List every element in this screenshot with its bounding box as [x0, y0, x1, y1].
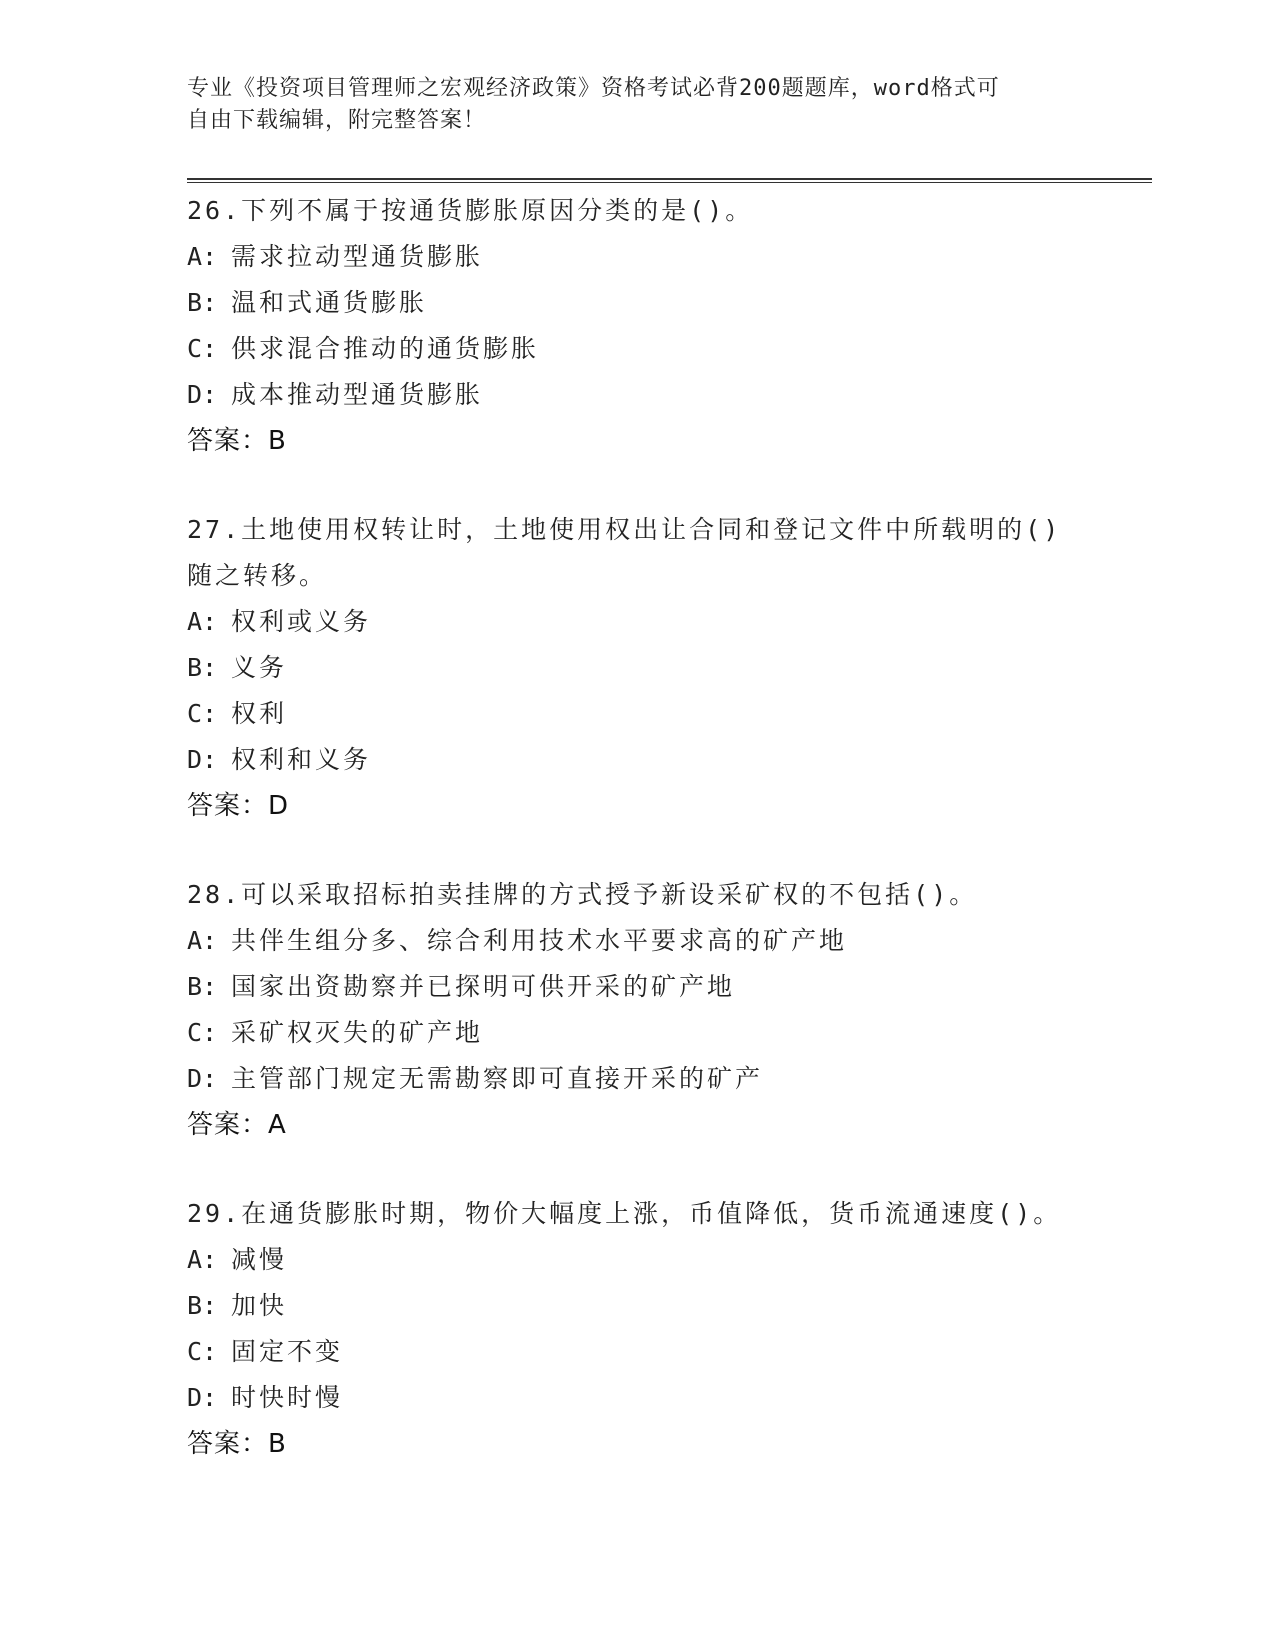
question-text: 26.下列不属于按通货膨胀原因分类的是()。 [187, 196, 754, 225]
option-text: 需求拉动型通货膨胀 [231, 242, 484, 271]
option-b [187, 280, 1087, 326]
option-text: 温和式通货膨胀 [231, 288, 428, 317]
question-28 [187, 872, 1087, 1148]
option-text: 权利和义务 [231, 745, 372, 774]
question-29 [187, 1191, 1087, 1467]
option-a [187, 599, 1087, 645]
header-line-1: 专业《投资项目管理师之宏观经济政策》资格考试必背200题题库，word格式可 [187, 76, 1000, 101]
option-text: 加快 [231, 1291, 288, 1320]
question-list [187, 188, 1087, 1510]
option-a [187, 1237, 1087, 1283]
option-c [187, 1010, 1087, 1056]
option-text: 减慢 [231, 1245, 288, 1274]
option-letter: A: [187, 1245, 218, 1274]
option-letter: C: [187, 334, 218, 363]
answer: 答案：A [187, 1110, 287, 1140]
option-d [187, 1056, 1087, 1102]
option-c [187, 1329, 1087, 1375]
option-b [187, 1283, 1087, 1329]
option-a [187, 234, 1087, 280]
option-letter: A: [187, 607, 218, 636]
option-b [187, 645, 1087, 691]
option-text: 义务 [231, 653, 288, 682]
option-letter: C: [187, 1337, 218, 1366]
option-text: 主管部门规定无需勘察即可直接开采的矿产 [231, 1064, 764, 1093]
option-d [187, 1375, 1087, 1421]
answer: 答案：B [187, 1429, 287, 1459]
option-letter: C: [187, 699, 218, 728]
option-letter: D: [187, 1383, 218, 1412]
option-letter: D: [187, 380, 218, 409]
option-letter: A: [187, 926, 218, 955]
option-letter: D: [187, 1064, 218, 1093]
question-text-continued: 随之转移。 [187, 561, 328, 590]
option-text: 共伴生组分多、综合利用技术水平要求高的矿产地 [231, 926, 848, 955]
option-a [187, 918, 1087, 964]
answer: 答案：D [187, 791, 290, 821]
option-letter: D: [187, 745, 218, 774]
option-letter: B: [187, 972, 218, 1001]
option-letter: A: [187, 242, 218, 271]
option-letter: C: [187, 1018, 218, 1047]
option-letter: B: [187, 288, 218, 317]
option-text: 权利 [231, 699, 288, 728]
option-text: 时快时慢 [231, 1383, 344, 1412]
question-27 [187, 507, 1087, 829]
answer: 答案：B [187, 426, 287, 456]
option-text: 固定不变 [231, 1337, 344, 1366]
option-b [187, 964, 1087, 1010]
option-c [187, 326, 1087, 372]
option-letter: B: [187, 653, 218, 682]
question-text: 28.可以采取招标拍卖挂牌的方式授予新设采矿权的不包括()。 [187, 880, 978, 909]
option-d [187, 372, 1087, 418]
option-text: 国家出资勘察并已探明可供开采的矿产地 [231, 972, 736, 1001]
option-text: 成本推动型通货膨胀 [231, 380, 484, 409]
question-26 [187, 188, 1087, 464]
option-letter: B: [187, 1291, 218, 1320]
option-c [187, 691, 1087, 737]
option-text: 权利或义务 [231, 607, 372, 636]
header-line-2: 自由下载编辑，附完整答案！ [187, 108, 487, 133]
option-text: 供求混合推动的通货膨胀 [231, 334, 540, 363]
header-divider [187, 178, 1152, 183]
question-text: 27.土地使用权转让时，土地使用权出让合同和登记文件中所载明的() [187, 515, 1062, 544]
option-text: 采矿权灭失的矿产地 [231, 1018, 484, 1047]
option-d [187, 737, 1087, 783]
question-text: 29.在通货膨胀时期，物价大幅度上涨，币值降低，货币流通速度()。 [187, 1199, 1062, 1228]
document-header [187, 73, 1067, 137]
